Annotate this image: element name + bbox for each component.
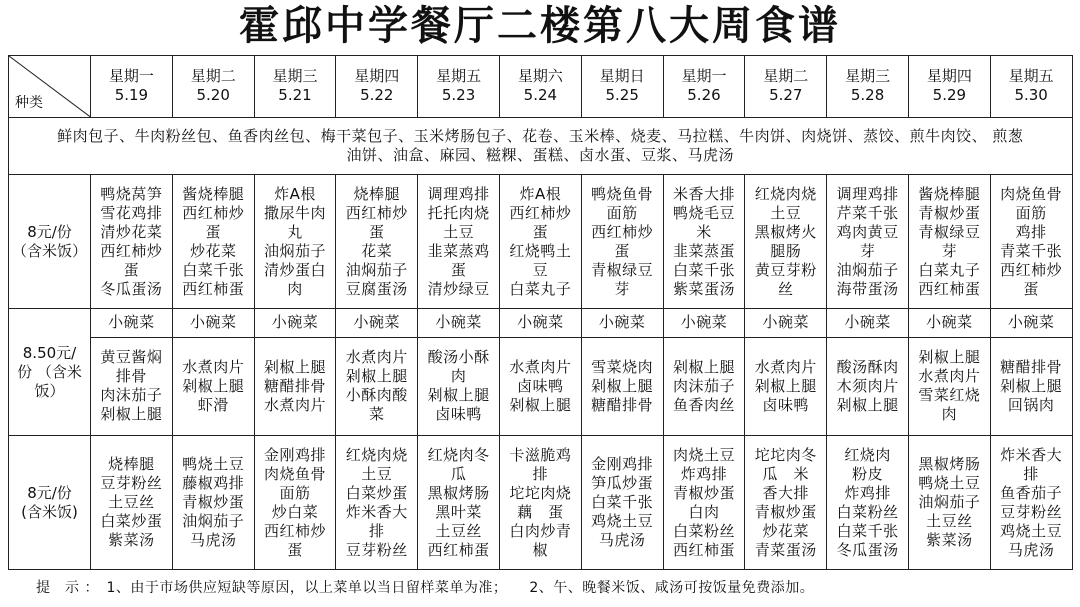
date-label: 5.28 xyxy=(850,86,885,105)
dish-item: 酱烧棒腿 xyxy=(182,184,245,203)
dish-item: 酱烧棒腿 xyxy=(918,184,981,203)
dish-item: 红烧肉 xyxy=(844,445,891,464)
side-dish-label: 小碗菜 xyxy=(908,308,990,337)
dish-item: 金刚鸡排 xyxy=(263,445,326,464)
dish-item: 花菜 xyxy=(361,241,393,260)
dish-item: 藤椒鸡排 xyxy=(182,474,245,493)
dish-item: 卡滋脆鸡 xyxy=(509,445,572,464)
dish-item: 炸米香大 xyxy=(1000,445,1063,464)
side-dish-label: 小碗菜 xyxy=(418,308,500,337)
menu-cell xyxy=(336,436,418,570)
dish-item: 炒花菜 xyxy=(762,521,810,540)
menu-cell xyxy=(990,337,1072,436)
dish-item: 肉 xyxy=(450,367,467,386)
day-header xyxy=(254,56,336,118)
dish-item: 油焖茄子 xyxy=(263,241,326,260)
menu-cell xyxy=(745,175,827,309)
weekday-label: 星期五 xyxy=(1008,67,1054,86)
dish-item: 土豆丝 xyxy=(926,512,973,531)
day-header xyxy=(827,56,909,118)
dish-item: 腿肠 xyxy=(770,241,802,260)
weekday-label: 星期日 xyxy=(599,67,645,86)
dish-item: 剁椒上腿 xyxy=(1000,376,1063,395)
date-label: 5.24 xyxy=(523,86,558,105)
menu-cell xyxy=(581,175,663,309)
side-dish-label: 小碗菜 xyxy=(336,308,418,337)
dish-item: 瓜 米 xyxy=(762,464,810,483)
dish-item: 调理鸡排 xyxy=(427,184,490,203)
dish-item: 肉 xyxy=(287,279,303,298)
menu-cell xyxy=(499,337,581,436)
dish-item: 酸汤小酥 xyxy=(427,348,490,367)
dish-item: 托托肉烧 xyxy=(427,203,490,222)
date-label: 5.26 xyxy=(687,86,721,105)
footer-note: 提 示 ： 1、由于市场供应短缺等原因，以上菜单以当日留样菜单为准； 2、午、晚餐米饭、咸汤可按饭量免费添加。 xyxy=(36,580,815,596)
dish-item: 椒 xyxy=(532,540,549,559)
dish-item: 海带蛋汤 xyxy=(836,279,899,298)
dish-item: 豆 xyxy=(532,260,549,279)
menu-table xyxy=(8,55,1073,570)
dish-item: 西红柿炒 xyxy=(345,203,408,222)
dish-item: 卤味鸭 xyxy=(762,395,810,414)
dish-item: 青椒炒蛋 xyxy=(754,502,817,521)
dish-item: 粉皮 xyxy=(852,464,884,483)
dish-item: 土豆丝 xyxy=(108,493,155,512)
dish-item: 白菜千张 xyxy=(591,493,654,512)
dish-item: 剁椒上腿 xyxy=(591,376,654,395)
menu-cell xyxy=(581,436,663,570)
dish-item: 油焖茄子 xyxy=(918,493,981,512)
price-category-line: （含米饭） xyxy=(11,241,87,260)
dish-item: 紫菜汤 xyxy=(926,531,973,550)
dish-item: 剁椒上腿 xyxy=(100,405,163,424)
dish-item: 炸米香大 xyxy=(345,502,408,521)
menu-cell xyxy=(827,337,909,436)
price-category xyxy=(9,175,91,309)
dish-item: 水煮肉片 xyxy=(263,395,326,414)
day-header xyxy=(336,56,418,118)
dish-item: 木须肉片 xyxy=(836,376,899,395)
dish-item: 黑椒烤肠 xyxy=(427,483,490,502)
side-dish-label: 小碗菜 xyxy=(663,308,745,337)
dish-item: 土豆 xyxy=(443,222,475,241)
side-dish-label: 小碗菜 xyxy=(990,308,1072,337)
menu-cell xyxy=(581,337,663,436)
price-category-line: 饭） xyxy=(34,381,65,400)
dish-item: 西红柿炒 xyxy=(1000,260,1063,279)
dish-item: 西红柿炒 xyxy=(509,203,572,222)
dish-item: 水煮肉片 xyxy=(918,367,981,386)
dish-item: 油焖茄子 xyxy=(345,260,408,279)
date-label: 5.22 xyxy=(360,86,394,105)
dish-item: 烧棒腿 xyxy=(108,455,155,474)
menu-cell xyxy=(91,436,173,570)
dish-item: 鸡烧土豆 xyxy=(1000,521,1063,540)
breakfast-row xyxy=(9,117,1073,175)
dish-item: 回锅肉 xyxy=(1007,395,1055,414)
side-dish-label: 小碗菜 xyxy=(745,308,827,337)
dish-item: 芽 xyxy=(614,279,630,298)
price-category xyxy=(9,436,91,570)
day-header xyxy=(91,56,173,118)
dish-item: 青椒绿豆 xyxy=(591,260,654,279)
dish-item: 马虎汤 xyxy=(1007,540,1055,559)
dish-item: 水煮肉片 xyxy=(345,348,408,367)
menu-cell xyxy=(908,436,990,570)
dish-item: 韭菜蒸鸡 xyxy=(427,241,490,260)
dish-item: 白菜粉丝 xyxy=(672,521,735,540)
dish-item: 雪花鸡排 xyxy=(100,203,163,222)
dish-item: 鸭烧土豆 xyxy=(918,474,981,493)
day-header xyxy=(172,56,254,118)
day-header xyxy=(581,56,663,118)
day-header xyxy=(663,56,745,118)
dish-item: 韭菜蒸蛋 xyxy=(672,241,735,260)
dish-item: 糖醋排骨 xyxy=(1000,357,1063,376)
price-category-line: 8元/份 xyxy=(27,483,72,502)
dish-item: 藕 蛋 xyxy=(517,502,564,521)
dish-item: 清炒花菜 xyxy=(100,222,163,241)
dish-item: 紫菜蛋汤 xyxy=(672,279,735,298)
dish-item: 炸鸡排 xyxy=(844,483,891,502)
dish-item: 红烧鸭土 xyxy=(509,241,572,260)
price-category-line: 份 （含米 xyxy=(17,362,82,381)
dish-item: 烧棒腿 xyxy=(353,184,401,203)
menu-cell xyxy=(663,175,745,309)
dish-item: 鱼香肉丝 xyxy=(672,395,735,414)
dish-item: 水煮肉片 xyxy=(754,357,817,376)
date-label: 5.29 xyxy=(932,86,967,105)
dish-item: 芽 xyxy=(941,241,958,260)
dish-item: 雪菜红烧 xyxy=(918,386,981,405)
dish-item: 卤味鸭 xyxy=(435,405,482,424)
dish-item: 丸 xyxy=(287,222,303,241)
dish-item: 马虎汤 xyxy=(598,531,646,550)
dish-item: 肉沫茄子 xyxy=(100,386,163,405)
menu-cell xyxy=(827,436,909,570)
dish-item: 鸡肉黄豆 xyxy=(836,222,899,241)
dish-item: 青菜蛋汤 xyxy=(754,540,817,559)
dish-item: 肉 xyxy=(941,405,958,424)
dish-item: 红烧肉烧 xyxy=(345,445,408,464)
dish-item: 白肉 xyxy=(688,502,720,521)
menu-cell xyxy=(336,337,418,436)
dish-item: 炸A根 xyxy=(519,184,562,203)
dish-item: 白菜炒蛋 xyxy=(345,483,408,502)
day-header xyxy=(908,56,990,118)
dish-item: 蛋 xyxy=(614,241,630,260)
dish-item: 酸汤酥肉 xyxy=(836,357,899,376)
dish-item: 红烧肉烧 xyxy=(754,184,817,203)
dish-item: 青椒炒蛋 xyxy=(182,493,245,512)
dish-item: 鸡烧土豆 xyxy=(591,512,654,531)
side-dish-label: 小碗菜 xyxy=(499,308,581,337)
menu-cell xyxy=(91,175,173,309)
date-label: 5.25 xyxy=(605,86,639,105)
day-header xyxy=(990,56,1072,118)
date-label: 5.19 xyxy=(114,86,149,105)
weekday-label: 星期一 xyxy=(681,67,727,86)
meal-row xyxy=(9,337,1073,436)
dish-item: 剁椒上腿 xyxy=(345,367,408,386)
dish-item: 西红柿蛋 xyxy=(918,279,981,298)
dish-item: 金刚鸡排 xyxy=(591,455,654,474)
menu-cell xyxy=(91,337,173,436)
dish-item: 蛋 xyxy=(287,540,303,559)
menu-cell xyxy=(663,436,745,570)
dish-item: 红烧肉冬 xyxy=(427,445,490,464)
dish-item: 油焖茄子 xyxy=(836,260,899,279)
page-title: 霍邱中学餐厅二楼第八大周食谱 xyxy=(239,2,841,49)
dish-item: 炒花菜 xyxy=(189,241,237,260)
dish-item: 冬瓜蛋汤 xyxy=(100,279,163,298)
menu-cell xyxy=(908,175,990,309)
day-header xyxy=(418,56,500,118)
dish-item: 卤味鸭 xyxy=(517,376,564,395)
dish-item: 蛋 xyxy=(450,260,467,279)
dish-item: 笋瓜炒蛋 xyxy=(591,474,654,493)
dish-item: 米香大排 xyxy=(672,184,735,203)
side-dish-label: 小碗菜 xyxy=(172,308,254,337)
weekday-label: 星期三 xyxy=(845,67,891,86)
dish-item: 丝 xyxy=(778,279,794,298)
side-dish-label: 小碗菜 xyxy=(254,308,336,337)
dish-item: 排 xyxy=(1023,464,1039,483)
dish-item: 蛋 xyxy=(532,222,549,241)
dish-item: 蛋 xyxy=(205,222,221,241)
side-dish-label: 小碗菜 xyxy=(827,308,909,337)
dish-item: 西红柿蛋 xyxy=(182,279,245,298)
side-dish-label: 小碗菜 xyxy=(581,308,663,337)
dish-item: 坨坨肉烧 xyxy=(509,483,572,502)
dish-item: 蛋 xyxy=(123,260,140,279)
dish-item: 西红柿炒 xyxy=(182,203,245,222)
menu-cell xyxy=(418,337,500,436)
weekday-label: 星期五 xyxy=(436,67,482,86)
dish-item: 小酥肉酸 xyxy=(345,386,408,405)
menu-cell xyxy=(908,337,990,436)
menu-cell xyxy=(745,337,827,436)
dish-item: 蛋 xyxy=(369,222,385,241)
dish-item: 黑椒烤肠 xyxy=(918,455,981,474)
dish-item: 米 xyxy=(696,222,712,241)
dish-item: 雪菜烧肉 xyxy=(591,357,654,376)
corner-label: 种类 xyxy=(15,94,43,111)
dish-item: 白菜丸子 xyxy=(918,260,981,279)
weekday-label: 星期一 xyxy=(108,67,154,86)
dish-item: 西红柿炒 xyxy=(100,241,163,260)
menu-cell xyxy=(172,436,254,570)
dish-item: 芽 xyxy=(859,241,876,260)
weekday-label: 星期六 xyxy=(517,67,563,86)
breakfast-line: 鲜肉包子、牛肉粉丝包、鱼香肉丝包、梅干菜包子、玉米烤肠包子、花卷、玉米棒、烧麦、马拉糕、牛肉饼、肉烧饼、蒸饺、煎牛肉饺、 煎葱 xyxy=(57,126,1024,145)
dish-item: 青椒炒蛋 xyxy=(672,483,735,502)
weekday-label: 星期二 xyxy=(190,67,236,86)
dish-item: 马虎汤 xyxy=(189,531,237,550)
breakfast-cell xyxy=(9,117,1073,175)
dish-item: 豆芽粉丝 xyxy=(1000,502,1063,521)
dish-item: 鸭烧莴笋 xyxy=(100,184,163,203)
menu-cell xyxy=(418,436,500,570)
menu-cell xyxy=(499,436,581,570)
dish-item: 水煮肉片 xyxy=(182,357,245,376)
date-label: 5.30 xyxy=(1014,86,1048,105)
dish-item: 鱼香茄子 xyxy=(1000,483,1063,502)
corner-cell xyxy=(9,56,91,118)
dish-item: 菜 xyxy=(369,405,385,424)
dish-item: 土豆 xyxy=(770,203,802,222)
header-row xyxy=(9,56,1073,118)
dish-item: 剁椒上腿 xyxy=(509,395,572,414)
dish-item: 黄豆酱焖 xyxy=(100,348,163,367)
dish-item: 肉沫茄子 xyxy=(672,376,735,395)
dish-item: 西红柿炒 xyxy=(263,521,326,540)
meal-row xyxy=(9,175,1073,309)
dish-item: 排骨 xyxy=(115,367,147,386)
menu-cell xyxy=(827,175,909,309)
dish-item: 油焖茄子 xyxy=(182,512,245,531)
dish-item: 剁椒上腿 xyxy=(918,348,981,367)
dish-item: 清炒蛋白 xyxy=(263,260,326,279)
dish-item: 豆腐蛋汤 xyxy=(345,279,408,298)
date-label: 5.27 xyxy=(769,86,803,105)
day-header xyxy=(499,56,581,118)
dish-item: 虾滑 xyxy=(197,395,229,414)
dish-item: 土豆丝 xyxy=(435,521,482,540)
menu-cell xyxy=(254,337,336,436)
weekday-label: 星期四 xyxy=(354,67,400,86)
weekday-label: 星期四 xyxy=(926,67,972,86)
menu-cell xyxy=(745,436,827,570)
dish-item: 剁椒上腿 xyxy=(672,357,735,376)
dish-item: 黑椒烤火 xyxy=(754,222,817,241)
dish-item: 剁椒上腿 xyxy=(182,376,245,395)
dish-item: 剁椒上腿 xyxy=(263,357,326,376)
price-category-line: (含米饭) xyxy=(21,502,78,521)
dish-item: 香大排 xyxy=(762,483,810,502)
menu-cell xyxy=(336,175,418,309)
dish-item: 白菜千张 xyxy=(672,260,735,279)
dish-item: 剁椒上腿 xyxy=(427,386,490,405)
menu-cell xyxy=(990,436,1072,570)
dish-item: 肉烧鱼骨 xyxy=(263,464,326,483)
dish-item: 豆芽粉丝 xyxy=(100,474,163,493)
dish-item: 鸭烧鱼骨 xyxy=(591,184,654,203)
dish-item: 瓜 xyxy=(450,464,467,483)
dish-item: 豆芽粉丝 xyxy=(345,540,408,559)
price-category xyxy=(9,308,91,435)
dish-item: 白菜千张 xyxy=(836,521,899,540)
day-header xyxy=(745,56,827,118)
dish-item: 清炒绿豆 xyxy=(427,279,490,298)
dish-item: 土豆 xyxy=(361,464,393,483)
dish-item: 西红柿炒 xyxy=(591,222,654,241)
meal-row xyxy=(9,436,1073,570)
dish-item: 鸭烧土豆 xyxy=(182,455,245,474)
dish-item: 鸭烧毛豆 xyxy=(672,203,735,222)
dish-item: 面筋 xyxy=(279,483,311,502)
dish-item: 白肉炒青 xyxy=(509,521,572,540)
dish-item: 肉烧鱼骨 xyxy=(1000,184,1063,203)
dish-item: 排 xyxy=(369,521,385,540)
breakfast-line: 油饼、油盒、麻园、糍粿、蛋糕、卤水蛋、豆浆、马虎汤 xyxy=(346,145,735,164)
dish-item: 水煮肉片 xyxy=(509,357,572,376)
weekday-label: 星期三 xyxy=(272,67,318,86)
dish-item: 肉烧土豆 xyxy=(672,445,735,464)
price-category-line: 8元/份 xyxy=(27,222,72,241)
menu-cell xyxy=(254,436,336,570)
dish-item: 面筋 xyxy=(606,203,638,222)
dish-item: 紫菜汤 xyxy=(108,531,155,550)
menu-cell xyxy=(990,175,1072,309)
dish-item: 剁椒上腿 xyxy=(754,376,817,395)
dish-item: 白菜粉丝 xyxy=(836,502,899,521)
dish-item: 白菜炒蛋 xyxy=(100,512,163,531)
dish-item: 蛋 xyxy=(1023,279,1039,298)
date-label: 5.20 xyxy=(196,86,230,105)
dish-item: 青椒绿豆 xyxy=(918,222,981,241)
menu-cell xyxy=(418,175,500,309)
dish-item: 糖醋排骨 xyxy=(263,376,326,395)
dish-item: 白菜千张 xyxy=(182,260,245,279)
dish-item: 西红柿蛋 xyxy=(672,540,735,559)
dish-item: 青菜千张 xyxy=(1000,241,1063,260)
dish-item: 剁椒上腿 xyxy=(836,395,899,414)
dish-item: 黑叶菜 xyxy=(435,502,482,521)
dish-item: 西红柿蛋 xyxy=(427,540,490,559)
dish-item: 坨坨肉冬 xyxy=(754,445,817,464)
menu-cell xyxy=(499,175,581,309)
dish-item: 芹菜千张 xyxy=(836,203,899,222)
dish-item: 面筋 xyxy=(1015,203,1047,222)
dish-item: 炸鸡排 xyxy=(680,464,728,483)
dish-item: 冬瓜蛋汤 xyxy=(836,540,899,559)
side-dish-label: 小碗菜 xyxy=(91,308,173,337)
menu-cell xyxy=(172,337,254,436)
date-label: 5.21 xyxy=(278,86,312,105)
dish-item: 炸A根 xyxy=(274,184,316,203)
dish-item: 撒尿牛肉 xyxy=(263,203,326,222)
dish-item: 青椒炒蛋 xyxy=(918,203,981,222)
dish-item: 调理鸡排 xyxy=(836,184,899,203)
menu-cell xyxy=(172,175,254,309)
weekday-label: 星期二 xyxy=(763,67,809,86)
date-label: 5.23 xyxy=(441,86,476,105)
price-category-line: 8.50元/ xyxy=(22,343,77,362)
meal-row xyxy=(9,308,1073,337)
dish-item: 糖醋排骨 xyxy=(591,395,654,414)
dish-item: 鸡排 xyxy=(1015,222,1047,241)
dish-item: 白菜丸子 xyxy=(509,279,572,298)
dish-item: 炒白菜 xyxy=(271,502,319,521)
dish-item: 黄豆芽粉 xyxy=(754,260,817,279)
dish-item: 排 xyxy=(532,464,549,483)
menu-cell xyxy=(254,175,336,309)
menu-cell xyxy=(663,337,745,436)
